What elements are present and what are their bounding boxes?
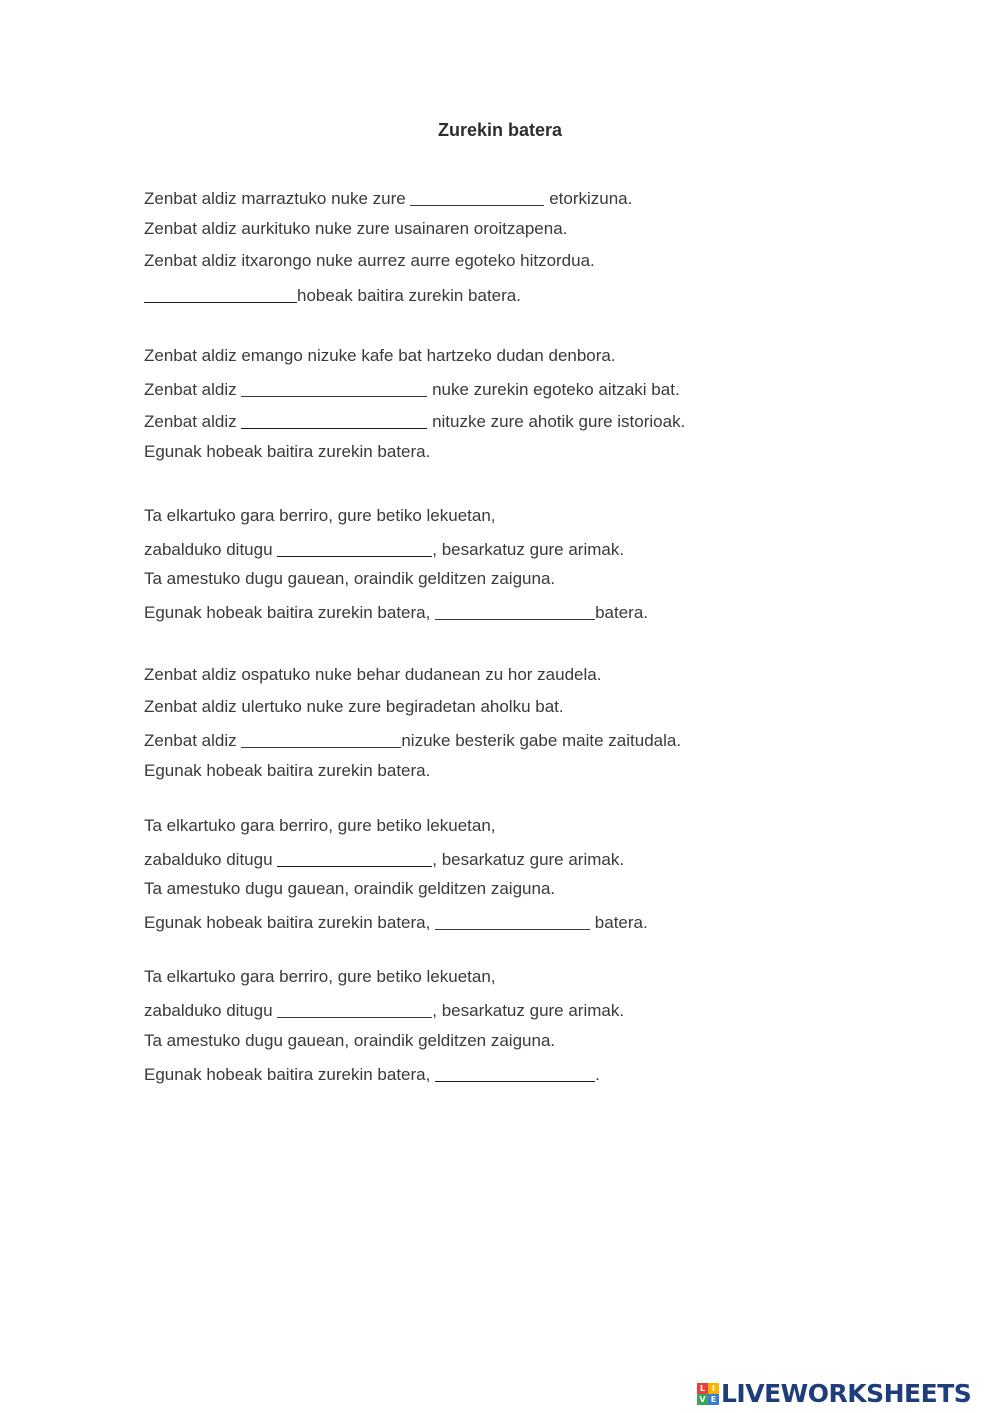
lyric-line: Zenbat aldiz emango nizuke kafe bat hartzeko dudan denbora.	[144, 346, 616, 365]
lyric-text: , besarkatuz gure arimak.	[432, 850, 625, 869]
fill-blank-input[interactable]	[277, 1001, 432, 1018]
lyric-line: Ta amestuko dugu gauean, oraindik gelditzen zaiguna.	[144, 569, 556, 588]
fill-blank-input[interactable]	[410, 189, 544, 206]
lyric-text: batera.	[595, 603, 649, 622]
lyric-text: Egunak hobeak baitira zurekin batera,	[144, 1065, 436, 1084]
lyric-text: Zenbat aldiz	[144, 412, 242, 431]
lyric-text: , besarkatuz gure arimak.	[432, 540, 625, 559]
liveworksheets-logo	[697, 1381, 971, 1407]
lyric-text: Egunak hobeak baitira zurekin batera,	[144, 913, 436, 932]
page-title: Zurekin batera	[437, 120, 563, 140]
lyric-line: Egunak hobeak baitira zurekin batera.	[144, 761, 431, 780]
lyric-text: Zenbat aldiz marraztuko nuke zure	[144, 189, 411, 208]
lyric-text: Egunak hobeak baitira zurekin batera,	[144, 603, 436, 622]
lyric-line: Zenbat aldiz itxarongo nuke aurrez aurre egoteko hitzordua.	[144, 251, 595, 270]
fill-blank-input[interactable]	[277, 540, 432, 557]
logo-tile-l: L	[697, 1383, 708, 1394]
lyric-line	[144, 378, 680, 400]
liveworksheets-logo-text: LIVEWORKSHEETS	[721, 1379, 972, 1408]
lyric-line: Zenbat aldiz ospatuko nuke behar dudanean zu hor zaudela.	[144, 665, 602, 684]
lyric-text: Zenbat aldiz	[144, 380, 242, 399]
lyric-line	[144, 1063, 600, 1085]
fill-blank-input[interactable]	[144, 286, 297, 303]
lyric-line: Egunak hobeak baitira zurekin batera.	[144, 442, 431, 461]
lyric-line: Ta elkartuko gara berriro, gure betiko lekuetan,	[144, 506, 496, 525]
logo-tile-e: E	[708, 1394, 719, 1405]
lyric-line	[144, 601, 648, 623]
fill-blank-input[interactable]	[277, 850, 432, 867]
lyric-line: Ta elkartuko gara berriro, gure betiko lekuetan,	[144, 967, 496, 986]
lyric-line	[144, 911, 648, 933]
lyric-line: Zenbat aldiz aurkituko nuke zure usainaren oroitzapena.	[144, 219, 568, 238]
logo-tile-v: V	[697, 1394, 708, 1405]
fill-blank-input[interactable]	[241, 731, 401, 748]
lyric-line: Zenbat aldiz ulertuko nuke zure begiradetan aholku bat.	[144, 697, 564, 716]
lyric-line: Ta amestuko dugu gauean, oraindik gelditzen zaiguna.	[144, 1031, 556, 1050]
fill-blank-input[interactable]	[435, 913, 590, 930]
lyric-line: Ta amestuko dugu gauean, oraindik gelditzen zaiguna.	[144, 879, 556, 898]
lyric-text: nituzke zure ahotik gure istorioak.	[427, 412, 686, 431]
lyric-text: hobeak baitira zurekin batera.	[297, 286, 521, 305]
lyric-text: Zenbat aldiz	[144, 731, 242, 750]
lyric-line	[144, 410, 685, 432]
logo-tile-i: I	[708, 1383, 719, 1394]
lyric-line	[144, 284, 521, 306]
lyric-text: nuke zurekin egoteko aitzaki bat.	[427, 380, 680, 399]
lyric-text: zabalduko ditugu	[144, 1001, 278, 1020]
lyric-line	[144, 538, 624, 560]
lyric-text: zabalduko ditugu	[144, 540, 278, 559]
lyric-text: nizuke besterik gabe maite zaitudala.	[401, 731, 682, 750]
fill-blank-input[interactable]	[435, 1065, 595, 1082]
liveworksheets-logo-icon	[697, 1383, 719, 1405]
lyric-text: .	[595, 1065, 600, 1084]
fill-blank-input[interactable]	[241, 380, 427, 397]
lyric-text: etorkizuna.	[544, 189, 633, 208]
fill-blank-input[interactable]	[241, 412, 427, 429]
lyric-line: Ta elkartuko gara berriro, gure betiko lekuetan,	[144, 816, 496, 835]
lyric-line	[144, 999, 624, 1021]
lyric-line	[144, 848, 624, 870]
lyric-line	[144, 187, 632, 209]
lyric-text: zabalduko ditugu	[144, 850, 278, 869]
lyric-text: batera.	[590, 913, 648, 932]
fill-blank-input[interactable]	[435, 603, 595, 620]
lyric-line	[144, 729, 681, 751]
lyric-text: , besarkatuz gure arimak.	[432, 1001, 625, 1020]
